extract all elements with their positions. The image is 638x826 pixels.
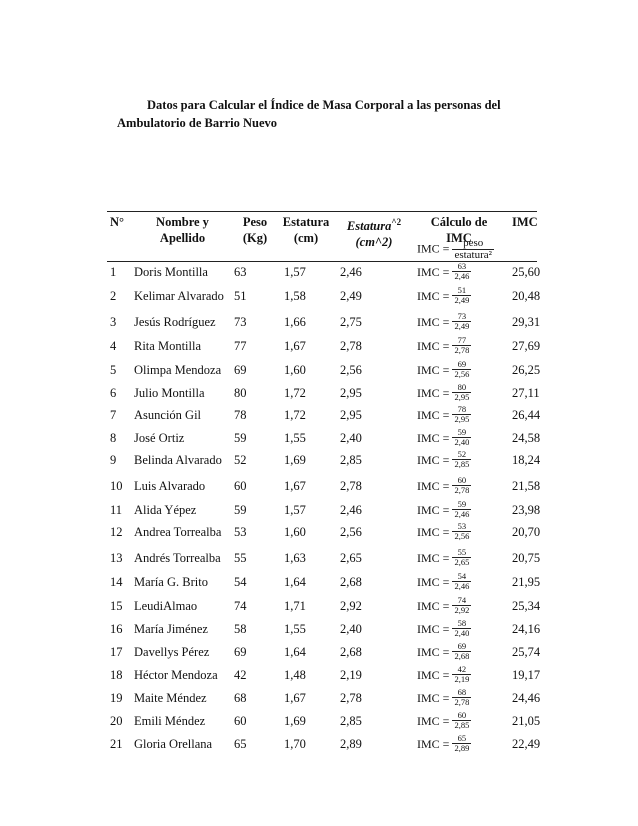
row-calc-denominator: 2,85: [454, 459, 470, 469]
row-height: 1,71: [284, 599, 306, 613]
row-weight: 60: [234, 714, 247, 728]
row-calc-fraction: [452, 286, 471, 305]
row-height-squared: 2,78: [340, 691, 362, 705]
row-name: Andrés Torrealba: [134, 551, 221, 565]
row-weight: 74: [234, 599, 247, 613]
row-height: 1,72: [284, 408, 306, 422]
row-name: Andrea Torrealba: [134, 525, 222, 539]
row-name: Rita Montilla: [134, 339, 202, 353]
row-height-squared: 2,78: [340, 479, 362, 493]
row-height-squared: 2,95: [340, 408, 362, 422]
row-number: 9: [110, 453, 117, 467]
row-height: 1,70: [284, 737, 306, 751]
row-bmi-calculation: [417, 572, 471, 591]
row-bmi: 26,25: [512, 363, 541, 377]
row-number: 13: [110, 551, 123, 565]
row-number: 14: [110, 575, 123, 589]
row-height-squared: 2,92: [340, 599, 362, 613]
row-weight: 55: [234, 551, 247, 565]
row-bmi: 18,24: [512, 453, 541, 467]
row-height: 1,58: [284, 289, 306, 303]
header-height-squared-exp: ^2: [391, 217, 402, 227]
row-number: 1: [110, 265, 117, 279]
row-calc-fraction: [452, 688, 471, 707]
row-bmi-calculation: [417, 619, 471, 638]
row-number: 12: [110, 525, 123, 539]
row-height: 1,48: [284, 668, 306, 682]
row-weight: 42: [234, 668, 247, 682]
row-height: 1,69: [284, 714, 306, 728]
row-calc-lhs: IMC =: [417, 452, 450, 467]
row-bmi: 23,98: [512, 503, 541, 517]
row-calc-fraction: [452, 572, 471, 591]
row-height: 1,57: [284, 503, 306, 517]
bmi-formula-denominator: estatura²: [454, 249, 492, 261]
row-height-squared: 2,56: [340, 525, 362, 539]
row-name: Héctor Mendoza: [134, 668, 218, 682]
row-bmi-calculation: [417, 383, 471, 402]
row-number: 21: [110, 737, 123, 751]
row-weight: 53: [234, 525, 247, 539]
row-calc-fraction: [452, 405, 471, 424]
row-bmi: 19,17: [512, 668, 541, 682]
row-calc-numerator: 42: [457, 664, 467, 674]
row-name: Emili Méndez: [134, 714, 206, 728]
row-calc-numerator: 60: [457, 710, 467, 720]
row-height: 1,72: [284, 386, 306, 400]
row-calc-numerator: 80: [457, 382, 467, 392]
row-calc-fraction: [452, 336, 471, 355]
row-name: María Jiménez: [134, 622, 208, 636]
row-height: 1,67: [284, 691, 306, 705]
table-row: [0, 361, 638, 381]
row-weight: 58: [234, 622, 247, 636]
row-name: Luis Alvarado: [134, 479, 206, 493]
row-name: Belinda Alvarado: [134, 453, 222, 467]
row-calc-denominator: 2,46: [454, 271, 470, 281]
header-weight-line1: Peso: [242, 215, 268, 229]
row-bmi-calculation: [417, 405, 471, 424]
row-calc-lhs: IMC =: [417, 574, 450, 589]
row-calc-denominator: 2,65: [454, 557, 470, 567]
table-row: [0, 263, 638, 283]
document-title: Datos para Calcular el Índice de Masa Corporal a las personas del Ambulatorio de Barrio Nuevo: [117, 98, 501, 130]
row-number: 2: [110, 289, 117, 303]
header-bmi-calculation-line1: Cálculo de: [430, 215, 488, 229]
row-weight: 59: [234, 503, 247, 517]
row-bmi-calculation: [417, 360, 471, 379]
table-row: [0, 735, 638, 755]
row-calc-denominator: 2,19: [454, 674, 470, 684]
row-bmi-calculation: [417, 711, 471, 730]
row-height: 1,67: [284, 479, 306, 493]
row-calc-numerator: 60: [457, 475, 467, 485]
row-number: 3: [110, 315, 117, 329]
row-height: 1,60: [284, 525, 306, 539]
row-calc-fraction: [452, 734, 471, 753]
row-height-squared: 2,65: [340, 551, 362, 565]
row-calc-denominator: 2,95: [454, 392, 470, 402]
row-height-squared: 2,40: [340, 622, 362, 636]
row-calc-denominator: 2,40: [454, 628, 470, 638]
row-name: Olimpa Mendoza: [134, 363, 222, 377]
table-row: [0, 406, 638, 426]
header-height: [281, 214, 331, 246]
bmi-formula-numerator: peso: [463, 237, 484, 249]
row-bmi-calculation: [417, 312, 471, 331]
row-name: Maite Méndez: [134, 691, 207, 705]
row-calc-denominator: 2,46: [454, 581, 470, 591]
row-bmi-calculation: [417, 596, 471, 615]
bmi-formula-lhs: IMC =: [417, 241, 450, 256]
row-calc-lhs: IMC =: [417, 288, 450, 303]
row-calc-denominator: 2,49: [454, 321, 470, 331]
row-calc-denominator: 2,68: [454, 651, 470, 661]
row-bmi-calculation: [417, 450, 471, 469]
row-name: Kelimar Alvarado: [134, 289, 224, 303]
row-calc-lhs: IMC =: [417, 385, 450, 400]
row-weight: 68: [234, 691, 247, 705]
header-bmi: IMC: [512, 215, 538, 229]
row-calc-numerator: 58: [457, 618, 467, 628]
table-row: [0, 384, 638, 404]
row-calc-fraction: [452, 665, 471, 684]
table-row: [0, 573, 638, 593]
table-row: [0, 337, 638, 357]
table-row: [0, 549, 638, 569]
header-height-squared-line1: Estatura: [346, 219, 392, 234]
row-bmi-calculation: [417, 665, 471, 684]
row-height-squared: 2,19: [340, 668, 362, 682]
row-calc-denominator: 2,56: [454, 531, 470, 541]
row-calc-numerator: 65: [457, 733, 467, 743]
row-name: José Ortiz: [134, 431, 185, 445]
table-row: [0, 712, 638, 732]
row-number: 5: [110, 363, 117, 377]
row-number: 16: [110, 622, 123, 636]
row-calc-fraction: [452, 360, 471, 379]
row-bmi: 20,48: [512, 289, 541, 303]
row-bmi-calculation: [417, 688, 471, 707]
row-height-squared: 2,68: [340, 575, 362, 589]
header-name: [140, 214, 225, 246]
row-calc-fraction: [452, 312, 471, 331]
row-name: Julio Montilla: [134, 386, 205, 400]
row-height-squared: 2,85: [340, 453, 362, 467]
row-calc-lhs: IMC =: [417, 736, 450, 751]
row-calc-fraction: [452, 596, 471, 615]
row-calc-lhs: IMC =: [417, 667, 450, 682]
row-name: LeudiAlmao: [134, 599, 198, 613]
row-bmi: 24,58: [512, 431, 541, 445]
row-calc-denominator: 2,78: [454, 697, 470, 707]
row-bmi: 25,74: [512, 645, 541, 659]
row-weight: 51: [234, 289, 247, 303]
row-number: 18: [110, 668, 123, 682]
bmi-formula: [417, 238, 494, 261]
row-calc-fraction: [452, 711, 471, 730]
row-bmi: 22,49: [512, 737, 541, 751]
row-name: Doris Montilla: [134, 265, 208, 279]
row-calc-fraction: [452, 476, 471, 495]
row-bmi-calculation: [417, 262, 471, 281]
row-height-squared: 2,40: [340, 431, 362, 445]
row-weight: 63: [234, 265, 247, 279]
row-calc-lhs: IMC =: [417, 713, 450, 728]
header-weight-line2: (Kg): [242, 231, 268, 245]
row-number: 4: [110, 339, 117, 353]
row-calc-lhs: IMC =: [417, 338, 450, 353]
row-number: 6: [110, 386, 117, 400]
row-bmi-calculation: [417, 286, 471, 305]
row-bmi: 24,16: [512, 622, 541, 636]
row-calc-lhs: IMC =: [417, 502, 450, 517]
row-calc-numerator: 51: [457, 285, 467, 295]
row-bmi-calculation: [417, 428, 471, 447]
row-calc-numerator: 78: [457, 404, 467, 414]
header-height-line2: (cm): [293, 231, 319, 245]
row-weight: 73: [234, 315, 247, 329]
row-height-squared: 2,89: [340, 737, 362, 751]
row-name: Alida Yépez: [134, 503, 197, 517]
header-height-line1: Estatura: [282, 215, 330, 229]
row-calc-fraction: [452, 619, 471, 638]
row-weight: 69: [234, 363, 247, 377]
table-row: [0, 523, 638, 543]
row-calc-fraction: [452, 500, 471, 519]
row-calc-lhs: IMC =: [417, 690, 450, 705]
table-row: [0, 597, 638, 617]
row-calc-numerator: 77: [457, 335, 467, 345]
row-calc-numerator: 59: [457, 499, 467, 509]
row-bmi: 25,60: [512, 265, 541, 279]
table-row: [0, 451, 638, 471]
row-bmi: 20,70: [512, 525, 541, 539]
row-height-squared: 2,46: [340, 503, 362, 517]
row-number: 8: [110, 431, 117, 445]
row-bmi: 21,95: [512, 575, 541, 589]
row-calc-fraction: [452, 548, 471, 567]
row-height-squared: 2,49: [340, 289, 362, 303]
row-number: 17: [110, 645, 123, 659]
row-weight: 65: [234, 737, 247, 751]
bmi-formula-fraction: [452, 238, 494, 261]
row-height: 1,64: [284, 575, 306, 589]
header-height-squared-line2: (cm^2): [355, 235, 393, 250]
row-height-squared: 2,56: [340, 363, 362, 377]
row-calc-lhs: IMC =: [417, 598, 450, 613]
row-calc-numerator: 69: [457, 641, 467, 651]
row-name: Asunción Gil: [134, 408, 202, 422]
row-calc-numerator: 74: [457, 595, 467, 605]
row-calc-fraction: [452, 642, 471, 661]
row-calc-denominator: 2,56: [454, 369, 470, 379]
row-calc-numerator: 54: [457, 571, 467, 581]
table-row: [0, 689, 638, 709]
row-weight: 69: [234, 645, 247, 659]
row-calc-lhs: IMC =: [417, 362, 450, 377]
row-height: 1,66: [284, 315, 306, 329]
row-bmi: 21,58: [512, 479, 541, 493]
row-bmi: 27,69: [512, 339, 541, 353]
row-weight: 78: [234, 408, 247, 422]
table-row: [0, 501, 638, 521]
row-height-squared: 2,75: [340, 315, 362, 329]
row-height-squared: 2,85: [340, 714, 362, 728]
row-height: 1,60: [284, 363, 306, 377]
row-number: 15: [110, 599, 123, 613]
row-calc-lhs: IMC =: [417, 430, 450, 445]
row-bmi-calculation: [417, 734, 471, 753]
row-height: 1,67: [284, 339, 306, 353]
row-bmi-calculation: [417, 500, 471, 519]
header-name-line2: Apellido: [159, 231, 206, 245]
row-bmi-calculation: [417, 642, 471, 661]
row-bmi: 29,31: [512, 315, 541, 329]
row-weight: 80: [234, 386, 247, 400]
row-bmi: 21,05: [512, 714, 541, 728]
row-calc-fraction: [452, 450, 471, 469]
row-calc-numerator: 53: [457, 521, 467, 531]
row-weight: 54: [234, 575, 247, 589]
row-name: Jesús Rodríguez: [134, 315, 216, 329]
row-bmi: 24,46: [512, 691, 541, 705]
header-bottom-rule: [107, 261, 537, 262]
row-calc-denominator: 2,85: [454, 720, 470, 730]
header-bmi-calculation-line2: IMC: [446, 231, 472, 245]
row-calc-numerator: 69: [457, 359, 467, 369]
row-bmi: 26,44: [512, 408, 541, 422]
row-name: Davellys Pérez: [134, 645, 210, 659]
row-weight: 77: [234, 339, 247, 353]
row-calc-lhs: IMC =: [417, 314, 450, 329]
row-calc-lhs: IMC =: [417, 407, 450, 422]
row-calc-numerator: 73: [457, 311, 467, 321]
row-calc-denominator: 2,46: [454, 509, 470, 519]
row-height: 1,63: [284, 551, 306, 565]
row-calc-numerator: 59: [457, 427, 467, 437]
row-weight: 59: [234, 431, 247, 445]
row-height-squared: 2,46: [340, 265, 362, 279]
row-height-squared: 2,78: [340, 339, 362, 353]
header-name-line1: Nombre y: [156, 215, 209, 229]
row-bmi-calculation: [417, 476, 471, 495]
header-weight: [236, 214, 274, 246]
row-calc-numerator: 68: [457, 687, 467, 697]
row-bmi: 27,11: [512, 386, 540, 400]
row-height: 1,69: [284, 453, 306, 467]
table-row: [0, 620, 638, 640]
row-calc-lhs: IMC =: [417, 524, 450, 539]
row-calc-lhs: IMC =: [417, 264, 450, 279]
row-calc-denominator: 2,40: [454, 437, 470, 447]
row-calc-lhs: IMC =: [417, 621, 450, 636]
row-calc-fraction: [452, 428, 471, 447]
row-bmi-calculation: [417, 522, 471, 541]
row-calc-fraction: [452, 262, 471, 281]
row-calc-denominator: 2,95: [454, 414, 470, 424]
row-calc-lhs: IMC =: [417, 478, 450, 493]
row-number: 7: [110, 408, 117, 422]
table-top-rule: [107, 211, 537, 212]
row-calc-numerator: 55: [457, 547, 467, 557]
table-row: [0, 313, 638, 333]
row-weight: 52: [234, 453, 247, 467]
row-bmi-calculation: [417, 336, 471, 355]
row-calc-fraction: [452, 522, 471, 541]
row-calc-numerator: 52: [457, 449, 467, 459]
row-number: 19: [110, 691, 123, 705]
row-calc-denominator: 2,92: [454, 605, 470, 615]
row-calc-lhs: IMC =: [417, 550, 450, 565]
row-calc-numerator: 63: [457, 261, 467, 271]
row-height-squared: 2,95: [340, 386, 362, 400]
row-number: 10: [110, 479, 123, 493]
table-row: [0, 429, 638, 449]
row-calc-lhs: IMC =: [417, 644, 450, 659]
table-row: [0, 477, 638, 497]
row-bmi-calculation: [417, 548, 471, 567]
table-row: [0, 287, 638, 307]
row-number: 20: [110, 714, 123, 728]
row-calc-denominator: 2,78: [454, 485, 470, 495]
row-height: 1,57: [284, 265, 306, 279]
row-calc-denominator: 2,49: [454, 295, 470, 305]
row-calc-denominator: 2,78: [454, 345, 470, 355]
row-calc-denominator: 2,89: [454, 743, 470, 753]
row-bmi: 25,34: [512, 599, 541, 613]
row-number: 11: [110, 503, 123, 517]
row-name: María G. Brito: [134, 575, 208, 589]
row-name: Gloria Orellana: [134, 737, 213, 751]
row-bmi: 20,75: [512, 551, 541, 565]
row-height: 1,55: [284, 622, 306, 636]
row-weight: 60: [234, 479, 247, 493]
header-height-squared: [338, 214, 410, 250]
table-row: [0, 643, 638, 663]
row-height: 1,64: [284, 645, 306, 659]
row-height-squared: 2,68: [340, 645, 362, 659]
header-number: N°: [110, 215, 125, 229]
row-calc-fraction: [452, 383, 471, 402]
table-row: [0, 666, 638, 686]
row-height: 1,55: [284, 431, 306, 445]
